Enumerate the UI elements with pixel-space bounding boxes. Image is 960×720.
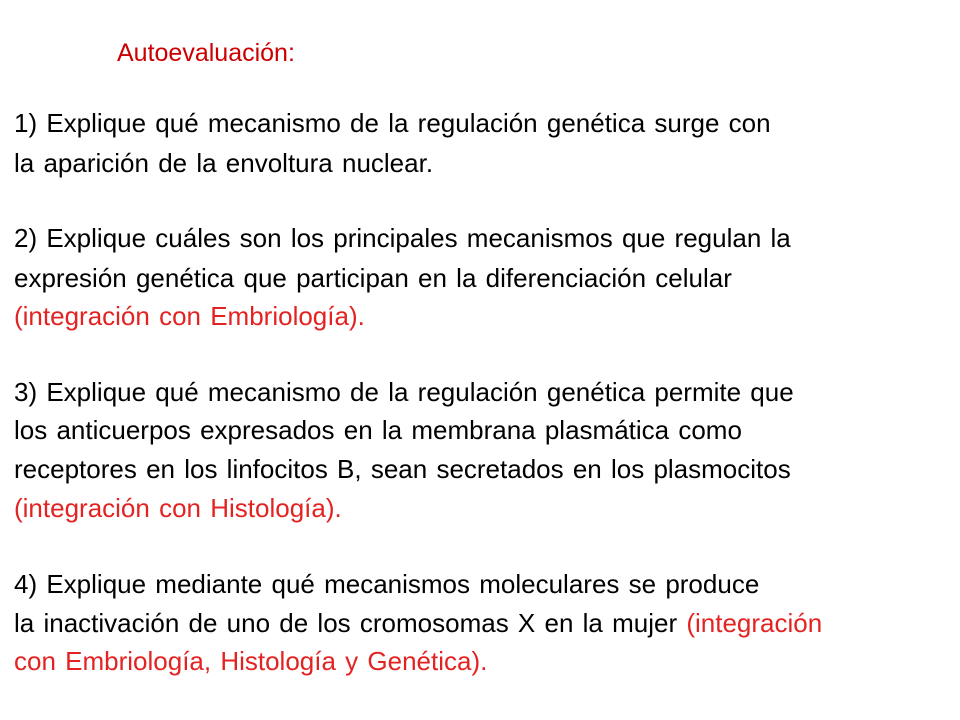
question-2-integration: (integración con Embriología). xyxy=(14,301,365,331)
question-2-line-1: 2) Explique cuáles son los principales mecanismos que regulan la xyxy=(14,223,791,253)
question-1-line-1: 1) Explique qué mecanismo de la regulación genética surge con xyxy=(14,108,771,138)
slide-title: Autoevaluación: xyxy=(117,39,295,67)
question-4-line-2 xyxy=(14,603,822,643)
question-4-line-2-text: la inactivación de uno de los cromosomas X en la mujer xyxy=(14,608,687,638)
question-3-integration: (integración con Histología). xyxy=(14,493,342,523)
question-3-line-1: 3) Explique qué mecanismo de la regulación genética permite que xyxy=(14,377,794,407)
question-4-integration-inline: (integración xyxy=(686,608,823,638)
question-3-line-2: los anticuerpos expresados en la membrana plasmática como xyxy=(14,415,742,445)
question-3-line-3: receptores en los linfocitos B, sean secretados en los plasmocitos xyxy=(14,454,791,484)
question-4-integration-cont: con Embriología, Histología y Genética). xyxy=(14,646,488,676)
question-2-line-2: expresión genética que participan en la diferenciación celular xyxy=(14,263,732,293)
question-4-line-1: 4) Explique mediante qué mecanismos moleculares se produce xyxy=(14,569,760,599)
question-1-line-2: la aparición de la envoltura nuclear. xyxy=(14,148,434,178)
